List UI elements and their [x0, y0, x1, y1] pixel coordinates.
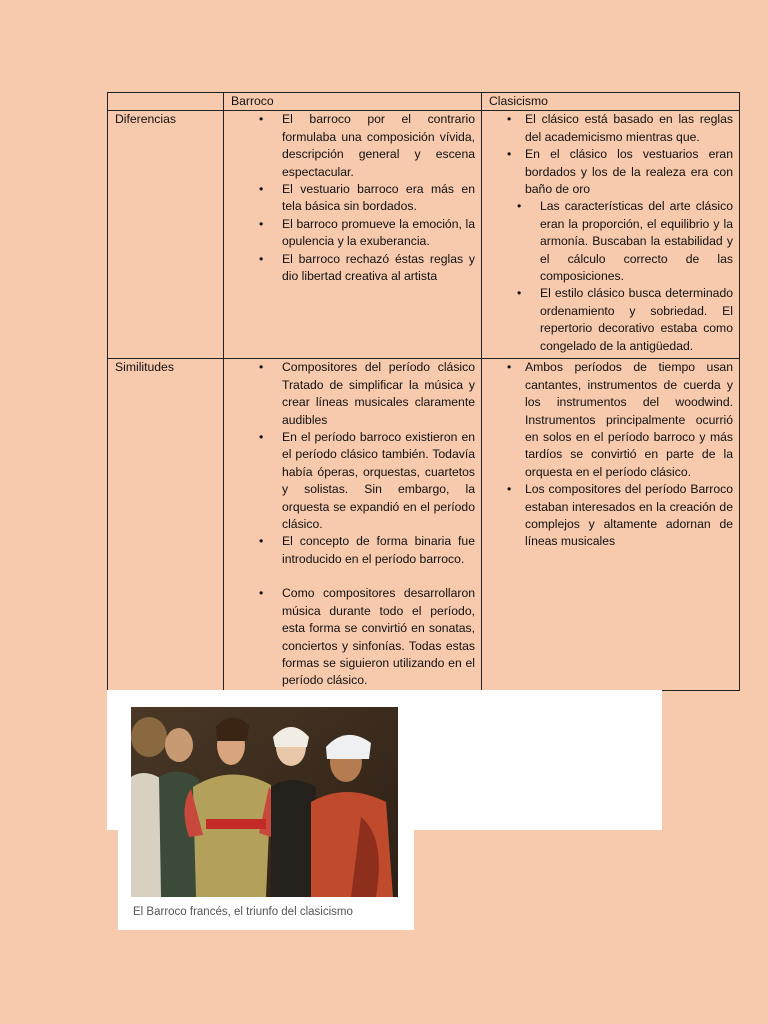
list-item: • Los compositores del período Barroco estaban interesados en la creación de complejos y altamente adornan de líneas musicales: [489, 481, 733, 551]
list-item: • El clásico está basado en las reglas del academicismo mientras que.: [489, 111, 733, 146]
list-item: • El concepto de forma binaria fue introducido en el período barroco.: [231, 533, 475, 568]
list-item: • Compositores del período clásico Tratado de simplificar la música y crear líneas musicales claramente audibles: [231, 359, 475, 429]
row-label-similitudes: Similitudes: [108, 359, 224, 690]
list-item: • Ambos períodos de tiempo usan cantantes, instrumentos de cuerda y los instrumentos del woodwind. Instrumentos principalmente ocurrió en solos en el período barroco y más tardíos se convirtió en parte de la orquesta en el período clásico.: [489, 359, 733, 481]
painting-image: [131, 707, 398, 897]
table-row-similitudes: [108, 359, 740, 690]
header-cell-clasicismo: Clasicismo: [482, 93, 740, 111]
cell-diferencias-clasicismo: [482, 111, 740, 359]
header-cell-empty: [108, 93, 224, 111]
header-cell-barroco: Barroco: [224, 93, 482, 111]
list-item: • El barroco promueve la emoción, la opulencia y la exuberancia.: [231, 216, 475, 251]
cell-diferencias-barroco: [224, 111, 482, 359]
list-item: • En el período barroco existieron en el período clásico también. Todavía había óperas, orquestas, cuartetos y solistas. Sin embargo, la orquesta se expandió en el período clásico.: [231, 429, 475, 533]
image-caption: El Barroco francés, el triunfo del clasicismo: [133, 906, 353, 918]
list-item: • El estilo clásico busca determinado ordenamiento y sobriedad. El repertorio decorativo estaba como congelado de la antigüedad.: [489, 285, 733, 355]
row-label-diferencias: Diferencias: [108, 111, 224, 359]
list-item: • En el clásico los vestuarios eran bordados y los de la realeza era con baño de oro: [489, 146, 733, 198]
list-item: • El barroco rechazó éstas reglas y dio libertad creativa al artista: [231, 251, 475, 286]
comparison-table: [107, 92, 740, 691]
list-item: • Como compositores desarrollaron música durante todo el período, esta forma se convirtió en sonatas, conciertos y sinfonías. Todas estas formas se siguieron utilizando en el período clásico.: [231, 585, 475, 689]
list-item: • Las características del arte clásico eran la proporción, el equilibrio y la armonía. Buscaban la estabilidad y el cálculo correcto de las composiciones.: [489, 198, 733, 285]
table-header-row: [108, 93, 740, 111]
list-item: • El barroco por el contrario formulaba una composición vívida, descripción general y escena espectacular.: [231, 111, 475, 181]
cell-similitudes-clasicismo: [482, 359, 740, 690]
list-item: • El vestuario barroco era más en tela básica sin bordados.: [231, 181, 475, 216]
cell-similitudes-barroco: [224, 359, 482, 690]
table-row-diferencias: [108, 111, 740, 359]
